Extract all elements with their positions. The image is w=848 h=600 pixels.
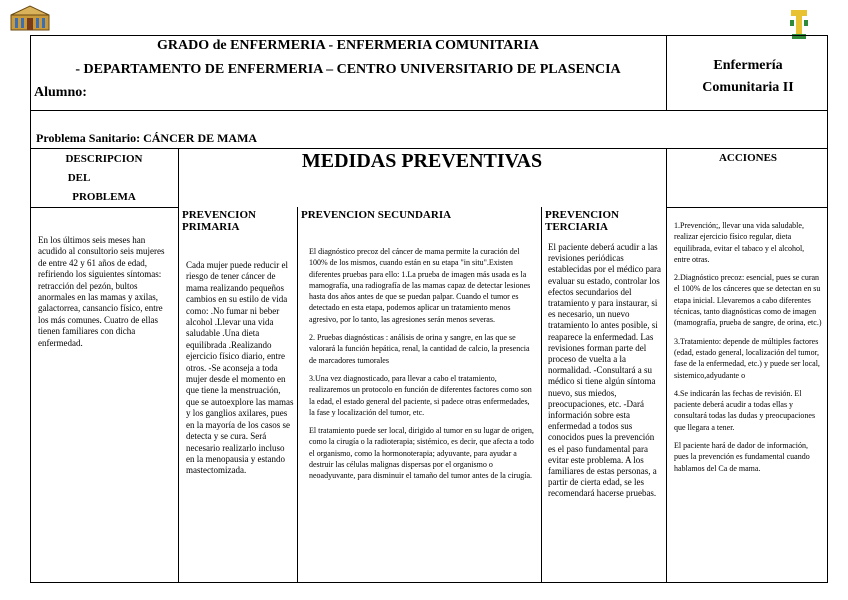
acciones-paragraph: 3.Tratamiento: depende de múltiples factores (edad, estado general, localización del tumor, fase de la enfermedad, etc.) y puede ser local, sistemico,adyudante o (674, 336, 820, 380)
col-divider-sec-ter (541, 207, 542, 583)
subject-line-2: Comunitaria II (702, 80, 794, 95)
columns-head-divider-right (666, 207, 828, 208)
secundaria-paragraph: El tratamiento puede ser local, dirigido al tumor en su lugar de origen, como la cirugía o la radioterapia; sistémico, es decir, que afecta a todo el organismo, como la hormonoterapia; adyuvante, para ayudar a destruir las células malignas dispersas por el organismo o neoadyuvante, para disminuir el tamaño del tumor antes de la cirugía. (309, 426, 534, 481)
subject-divider (666, 35, 667, 111)
secundaria-body (309, 246, 537, 489)
descripcion-text: En los últimos seis meses han acudido al consultorio seis mujeres de entre 42 y 61 años de edad, refiriendo los siguientes síntomas: retracción del pezón, bultos anormales en las mamas y axilas, galactorrea, cansancio físico, entre los más comunes. Cuatro de ellas tienen familiares con dicha enfermedad. (38, 235, 165, 348)
primaria-header (182, 209, 294, 233)
table-border-left (30, 35, 31, 583)
acciones-paragraph: El paciente hará de dador de información, pues la prevención es fundamental cuando hablamos del Ca de mama. (674, 441, 810, 473)
table-border-top (30, 35, 828, 36)
terciaria-header (545, 209, 663, 233)
primaria-header-line-2: PRIMARIA (182, 221, 240, 233)
header-divider (30, 110, 828, 111)
problem-row-top (30, 148, 828, 149)
secundaria-paragraph: El diagnóstico precoz del cáncer de mama permite la curación del 100% de los mismos, cuando están en su etapa "in situ".Existen diferentes pruebas para ello: 1.La prueba de imagen más usada es la mamografía, una radiografía de las mamas capaz de detectar lesiones hasta dos años antes de que se puedan palpar. Cuando el tumor es detectado en esta etapa, podemos aplicar un tratamiento menos agresivo, por lo tanto, las agresiones serán menos severas. (309, 247, 531, 324)
acciones-header: ACCIONES (718, 152, 778, 164)
document-title: GRADO de ENFERMERIA - ENFERMERIA COMUNITARIA (156, 38, 540, 53)
department-title: - DEPARTAMENTO DE ENFERMERIA – CENTRO UNIVERSITARIO DE PLASENCIA (75, 62, 621, 77)
secundaria-header: PREVENCION SECUNDARIA (301, 209, 452, 221)
acciones-body (674, 220, 822, 481)
acciones-paragraph: 4.Se indicarán las fechas de revisión. El paciente deberá acudir a todas ellas y consultará todas las dudas y preocupaciones que llegara a tener. (674, 388, 816, 432)
problem-title: Problema Sanitario: CÁNCER DE MAMA (36, 131, 258, 145)
descripcion-header-line-1: DESCRIPCION (65, 153, 143, 165)
alumno-label: Alumno: (34, 85, 87, 100)
terciaria-header-line-2: TERCIARIA (545, 221, 608, 233)
descripcion-header-line-2: DEL (67, 172, 91, 184)
primaria-text: Cada mujer puede reducir el riesgo de tener cáncer de mama realizando pequeños cambios en su estilo de vida como: .No fumar ni beber alcohol .Llevar una vida saludable .Una dieta equilibrada .Realizando ejercicio físico diario, entre otros. -Se aconseja a toda mujer desde el momento en que tiene la menstruación, que se autoexplore las mamas y los ganglios axilares, pues en la mayoría de los casos se detecta y se cura. Será necesario realizarlo incluso en la menopausia y estando mastectomizada. (186, 260, 294, 476)
terciaria-text: El paciente deberá acudir a las revisiones periódicas establecidas por el médico para evaluar su estado, controlar los efectos secundarios del tratamiento y para instaurar, si es necesario, un nuevo tratamiento lo antes posible, si reaparece la enfermedad. Las revisiones forman parte del proceso de vuelta a la normalidad. -Consultará a su médico si tiene algún síntoma nuevo, sus miedos, preocupaciones, etc. -Dará información sobre esta enfermedad a todos sus conocidos pues la prevención es el paso fundamental para evitar este problema. A los familiares de estas personas, a partir de cierta edad, se les recomendará hacerse pruebas. (548, 242, 661, 499)
secundaria-paragraph: 3.Una vez diagnosticado, para llevar a cabo el tratamiento, realizaremos un protocolo en función de diferentes factores como son la edad, el estado general del paciente, si padece otras enfermedades, la fase y localización del tumor, etc. (309, 373, 532, 417)
col-divider-acciones (666, 148, 667, 583)
columns-head-divider (30, 207, 178, 208)
university-logo-icon (10, 5, 50, 31)
subject-line-1: Enfermería (713, 58, 783, 73)
subject-title (668, 55, 828, 99)
col-divider-desc (178, 148, 179, 583)
acciones-paragraph: 1.Prevención;, llevar una vida saludable, realizar ejercicio físico regular, dieta equilibrada, evitar el tabaco y el alcohol, entre otras. (674, 221, 805, 264)
terciaria-header-line-1: PREVENCION (545, 209, 619, 221)
col-divider-prim-sec (297, 207, 298, 583)
descripcion-header-line-3: PROBLEMA (72, 191, 136, 203)
table-border-right (827, 35, 828, 583)
descripcion-header (34, 150, 174, 207)
acciones-paragraph: 2.Diagnóstico precoz: esencial, pues se curan el 100% de los cánceres que se detectan en su etapa inicial. Llevaremos a cabo diferentes técnicas, tanto diagnósticas como de imagen (mamografía, prueba de sangre, de orina, etc.) (674, 273, 822, 328)
primaria-header-line-1: PREVENCION (182, 209, 256, 221)
table-border-bottom (30, 582, 828, 583)
secundaria-paragraph: 2. Pruebas diagnósticas : análisis de orina y sangre, en las que se valorará la función hepática, renal, la cantidad de calcio, la presencia de marcadores tumorales (309, 333, 530, 365)
medidas-header: MEDIDAS PREVENTIVAS (301, 150, 543, 172)
